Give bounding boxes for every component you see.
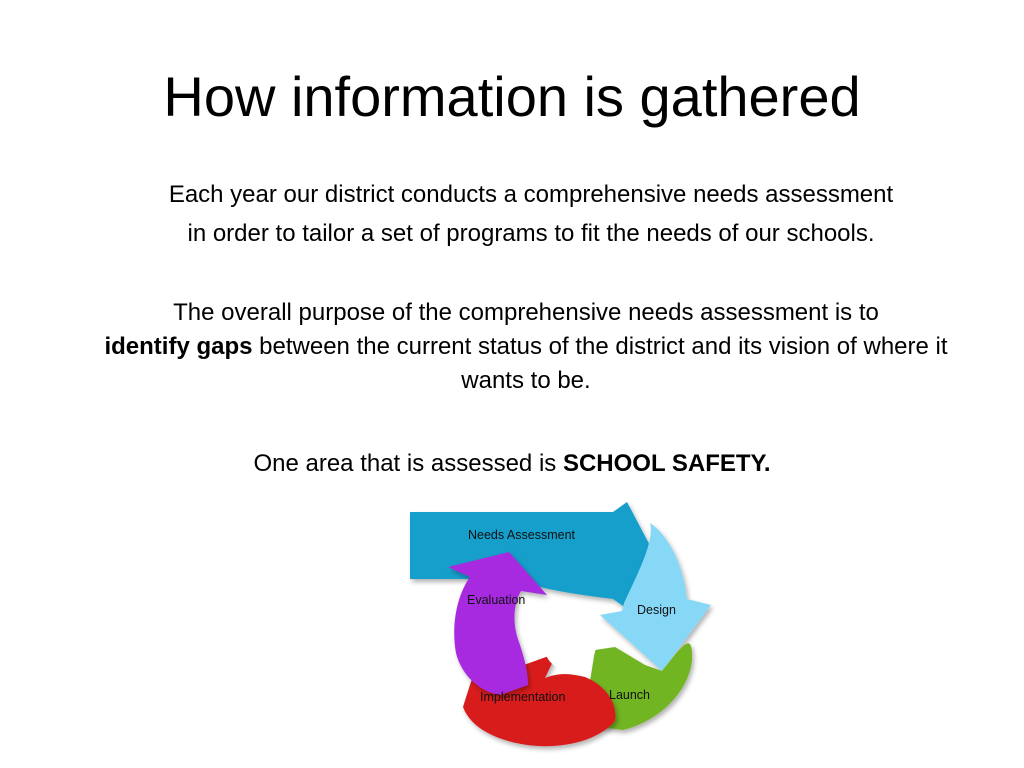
slide-title: How information is gathered: [163, 65, 861, 128]
paragraph2-text-after: between the current status of the district and its vision of where it wants to be.: [252, 333, 948, 394]
paragraph2-text-before: The overall purpose of the comprehensive needs assessment is to: [173, 299, 879, 326]
label-implementation: Implementation: [480, 690, 566, 704]
paragraph1-line1: Each year our district conducts a comprehensive needs assessment: [168, 181, 894, 208]
label-design: Design: [637, 603, 676, 617]
label-launch: Launch: [609, 688, 651, 702]
paragraph2-bold: identify gaps: [104, 333, 253, 360]
label-needs-assessment: Needs Assessment: [468, 528, 575, 542]
paragraph1-line2: in order to tailor a set of programs to fit the needs of our schools.: [187, 220, 875, 247]
paragraph-school-safety: [0, 447, 1024, 481]
paragraph-purpose: [86, 296, 966, 398]
label-evaluation: Evaluation: [467, 593, 526, 607]
cycle-diagram: [400, 495, 730, 765]
paragraph3-text-before: One area that is assessed is: [253, 450, 563, 477]
paragraph-needs-assessment: [96, 175, 966, 253]
paragraph3-bold: SCHOOL SAFETY.: [562, 450, 771, 477]
